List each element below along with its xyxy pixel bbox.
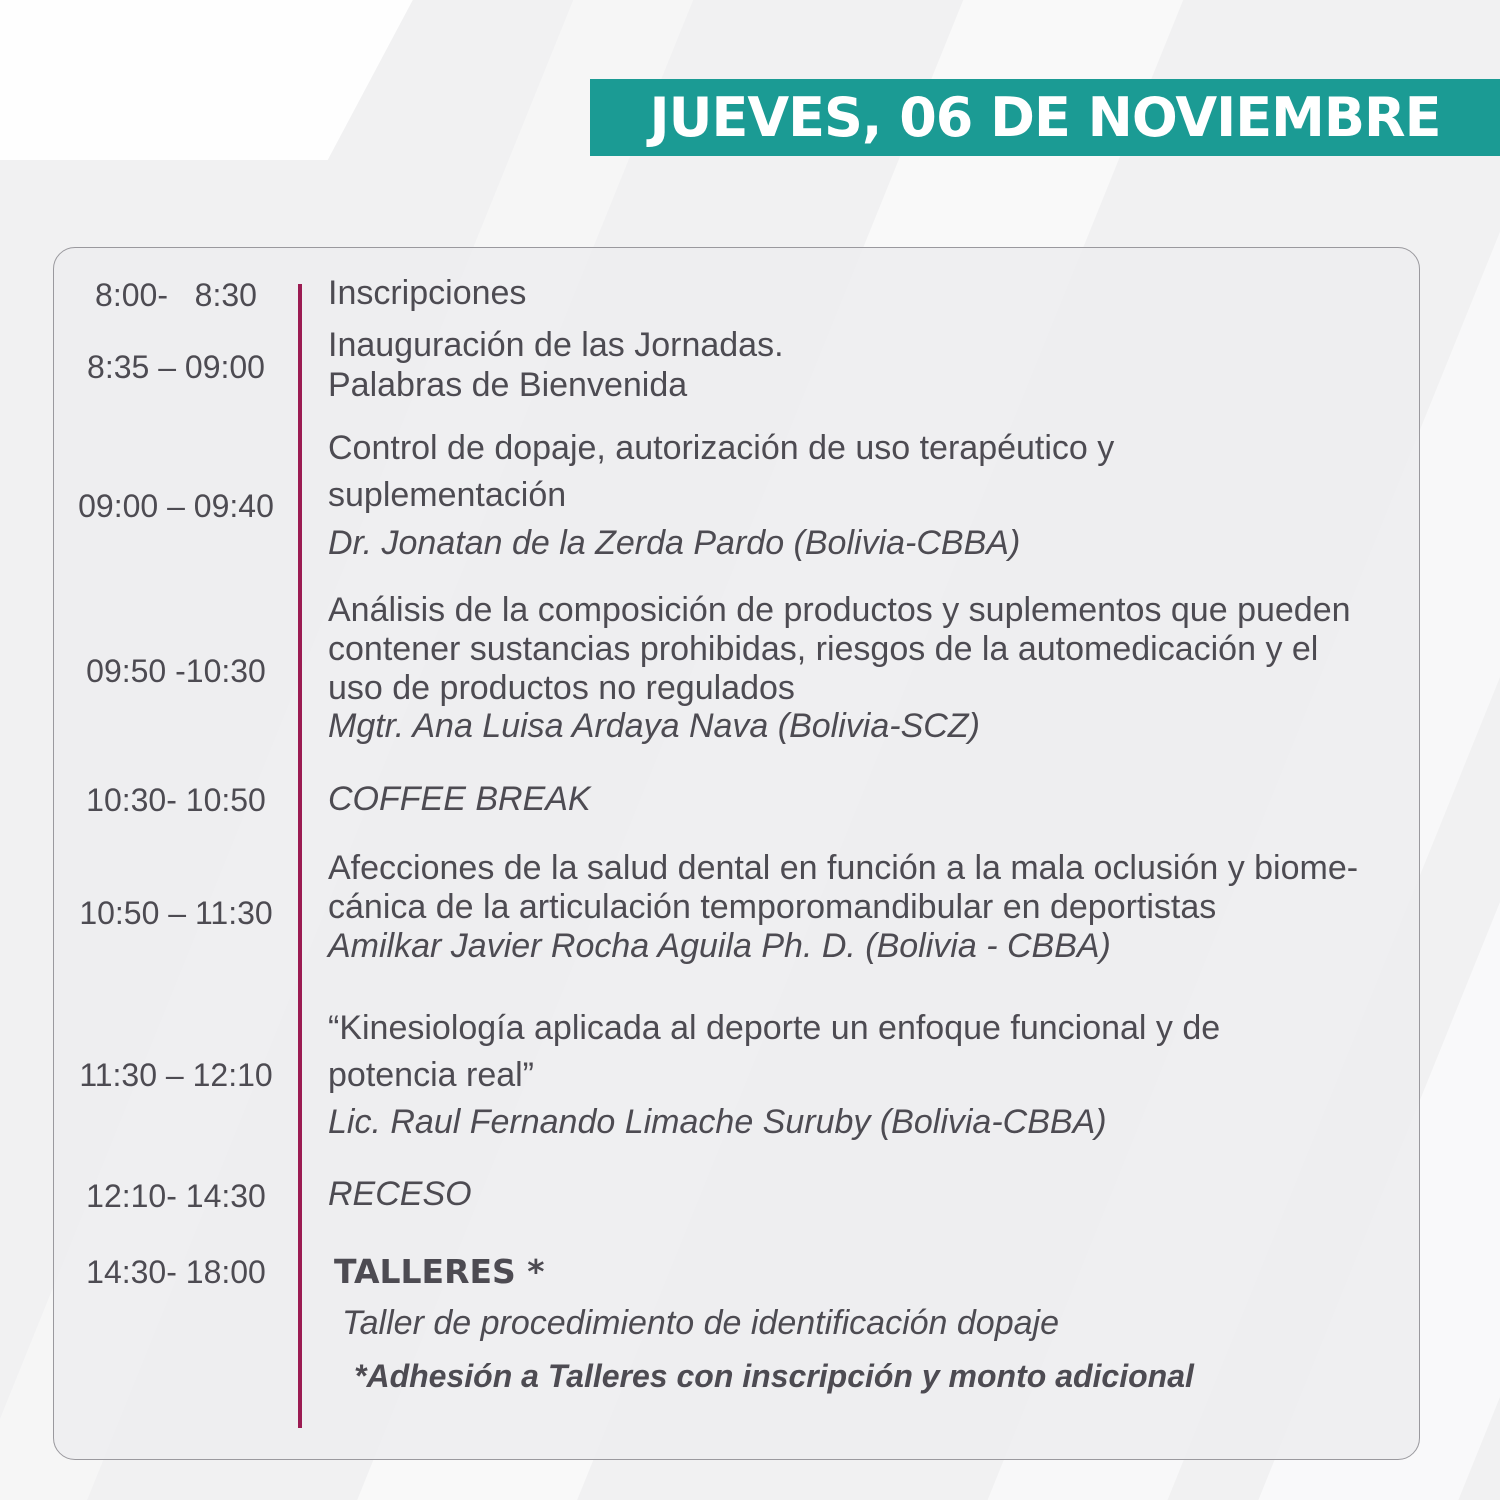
background-stripe	[0, 0, 572, 160]
session-speaker: Amilkar Javier Rocha Aguila Ph. D. (Bolivia - CBBA)	[328, 927, 1111, 965]
session-title: contener sustancias prohibidas, riesgos de la automedicación y el	[328, 630, 1319, 668]
time-slot: 11:30 – 12:10	[79, 1057, 273, 1093]
time-slot: 8:00- 8:30	[95, 277, 257, 313]
session-title: Inauguración de las Jornadas.	[328, 326, 784, 364]
time-slot: 10:30- 10:50	[86, 782, 266, 818]
session-title: suplementación	[328, 476, 567, 514]
session-title: cánica de la articulación temporomandibular en deportistas	[328, 888, 1217, 926]
date-banner	[590, 79, 1500, 156]
time-slot: 09:50 -10:30	[86, 653, 266, 689]
session-title: uso de productos no regulados	[328, 669, 795, 707]
workshop-heading: TALLERES *	[334, 1252, 545, 1291]
session-speaker: Mgtr. Ana Luisa Ardaya Nava (Bolivia-SCZ)	[328, 707, 980, 745]
time-slot: 8:35 – 09:00	[87, 349, 265, 385]
time-slot: 14:30- 18:00	[86, 1254, 266, 1290]
time-slot: 10:50 – 11:30	[79, 895, 273, 931]
session-title: Palabras de Bienvenida	[328, 366, 688, 404]
session-title: Control de dopaje, autorización de uso terapéutico y	[328, 429, 1115, 467]
workshop-title: Taller de procedimiento de identificación dopaje	[342, 1304, 1059, 1342]
session-title: COFFEE BREAK	[328, 780, 591, 818]
session-title: Análisis de la composición de productos y suplementos que pueden	[328, 591, 1351, 629]
session-title: Inscripciones	[328, 274, 527, 312]
time-slot: 09:00 – 09:40	[78, 488, 274, 524]
session-speaker: Dr. Jonatan de la Zerda Pardo (Bolivia-CBBA)	[328, 524, 1021, 562]
session-speaker: Lic. Raul Fernando Limache Suruby (Bolivia-CBBA)	[328, 1103, 1107, 1141]
timeline-divider	[298, 284, 302, 1428]
session-title: RECESO	[328, 1175, 472, 1213]
workshop-note: *Adhesión a Talleres con inscripción y monto adicional	[354, 1358, 1194, 1394]
session-title: Afecciones de la salud dental en función a la mala oclusión y biome-	[328, 849, 1359, 887]
time-slot: 12:10- 14:30	[86, 1178, 266, 1214]
session-title: “Kinesiología aplicada al deporte un enfoque funcional y de	[328, 1009, 1221, 1047]
session-title: potencia real”	[328, 1056, 535, 1094]
date-title: JUEVES, 06 DE NOVIEMBRE	[649, 85, 1441, 149]
